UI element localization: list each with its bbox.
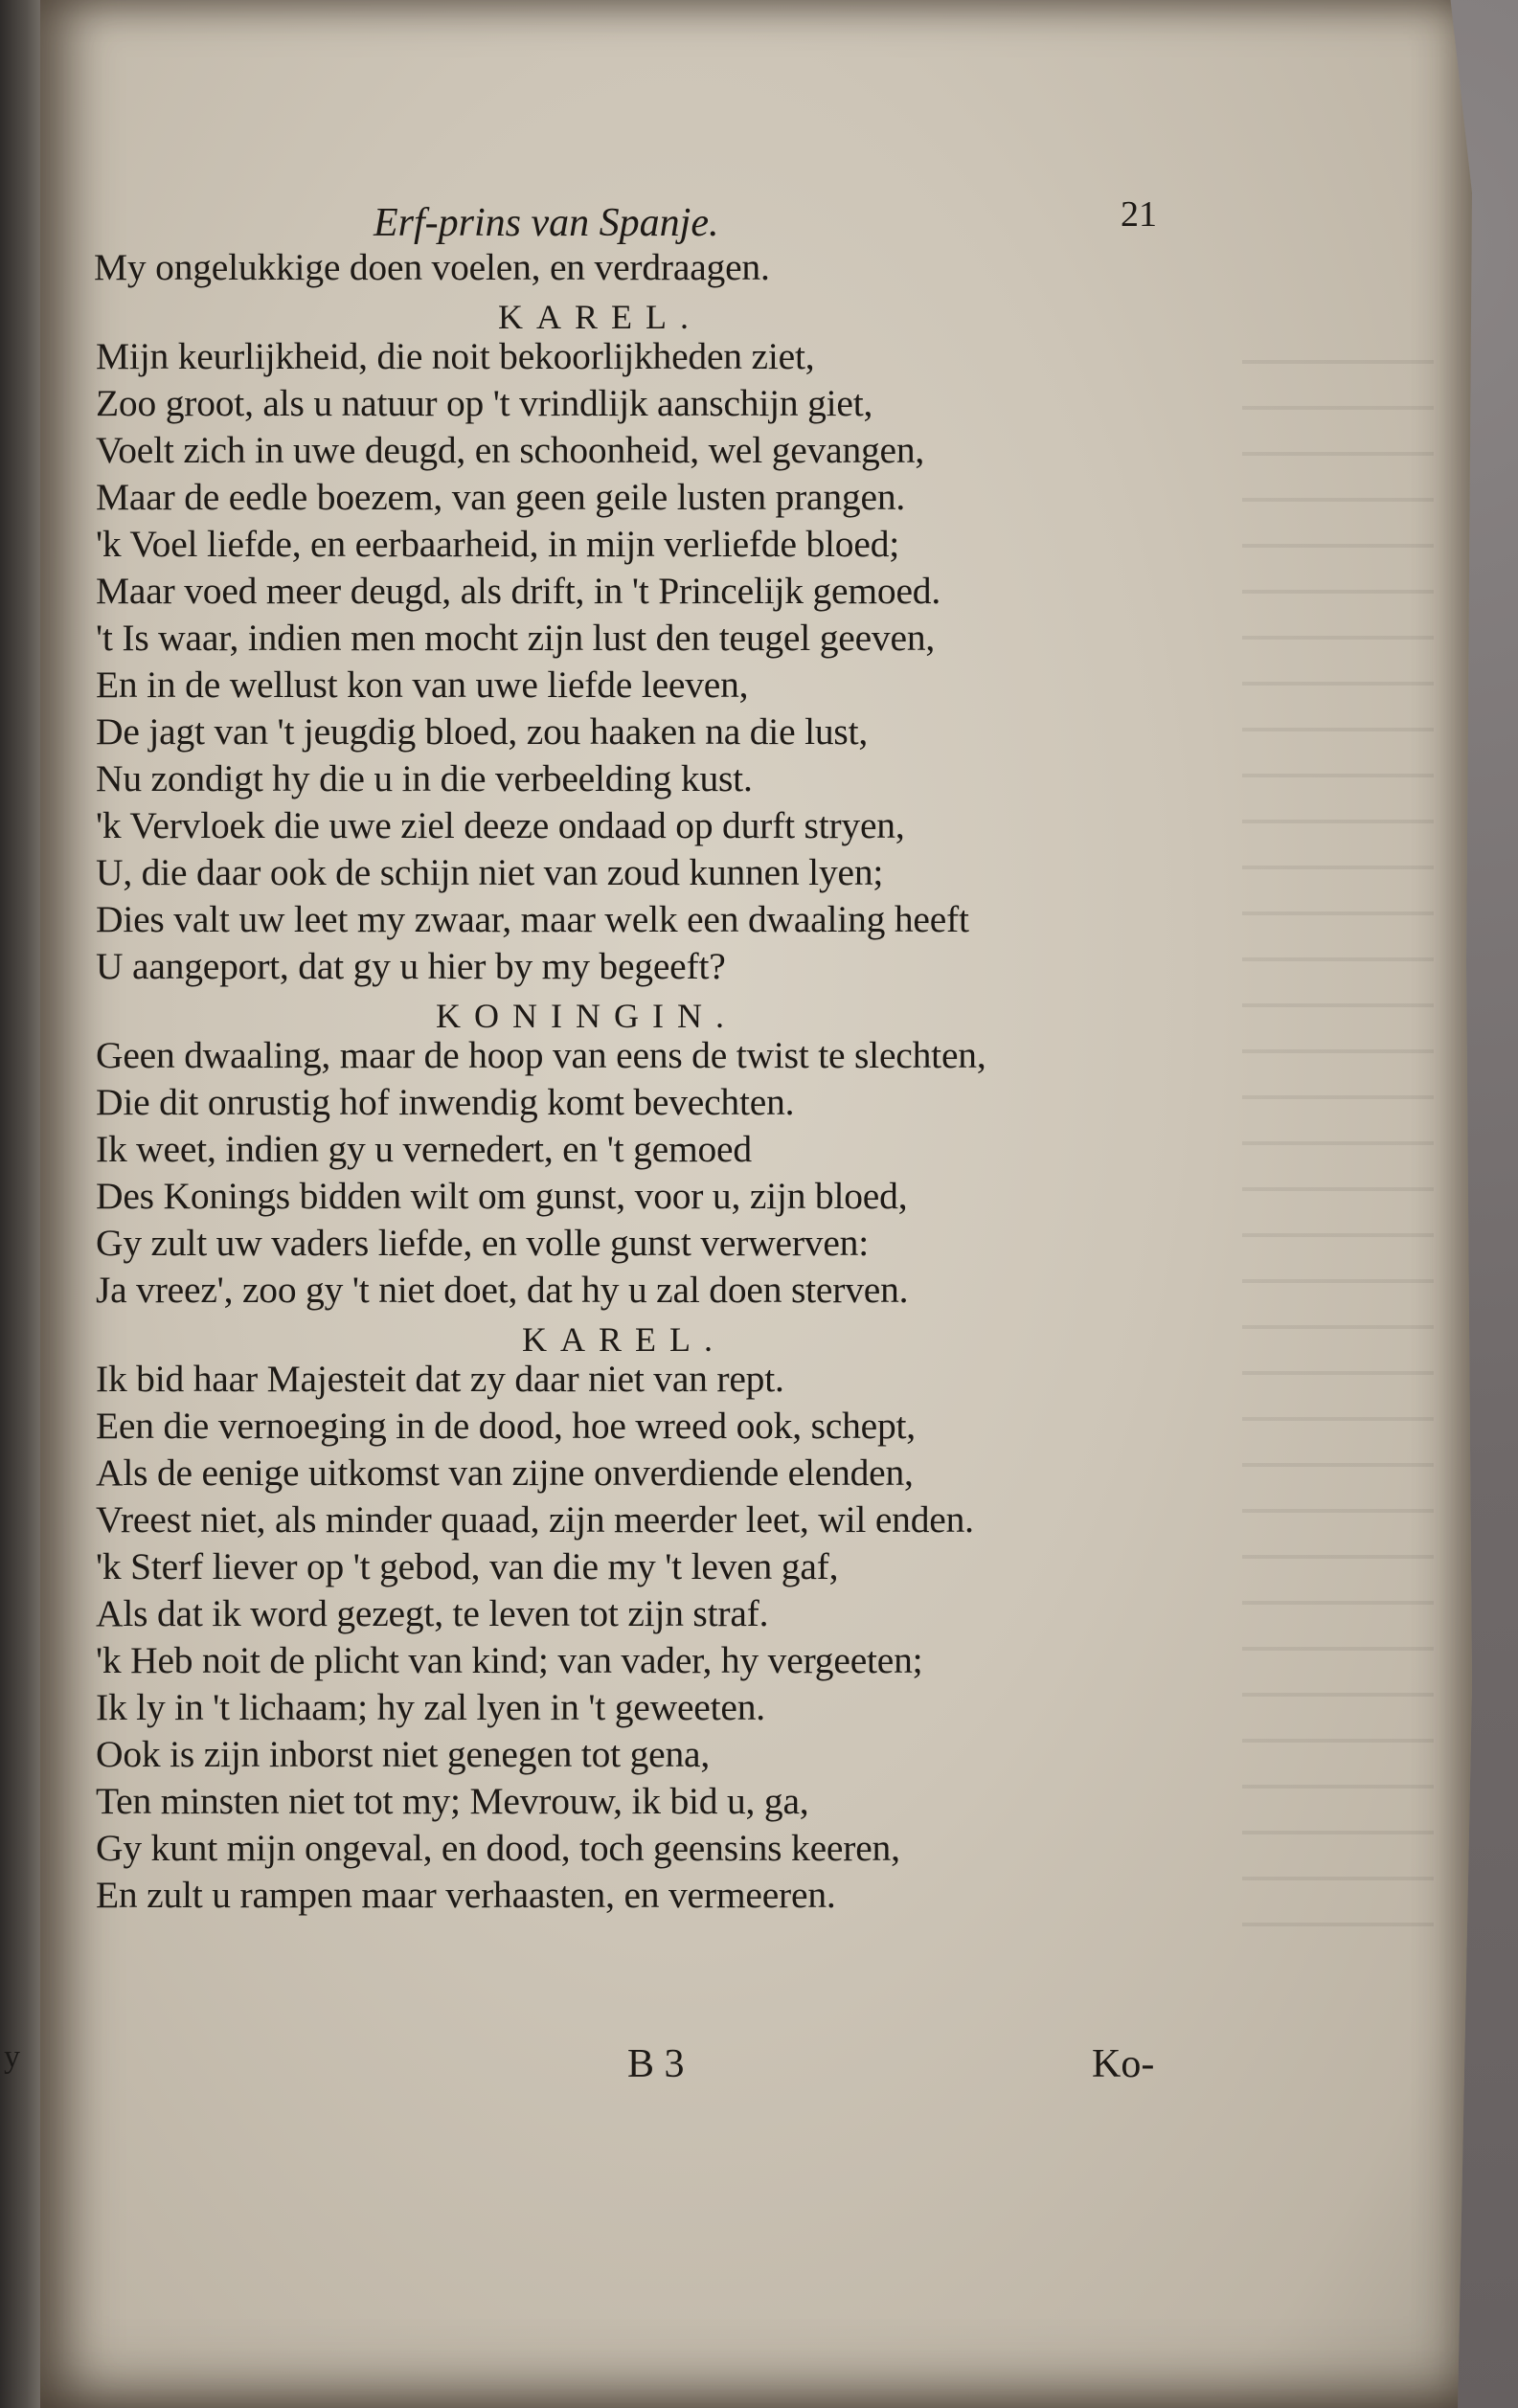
verse-line: Ja vreez', zoo gy 't niet doet, dat hy u zal doen sterven. — [96, 1269, 909, 1311]
verse-line: Ook is zijn inborst niet genegen tot gena, — [96, 1733, 711, 1775]
speaker-name: KAREL. — [522, 1320, 726, 1359]
verse-line: Ten minsten niet tot my; Mevrouw, ik bid u, ga, — [96, 1780, 809, 1822]
verse-line: My ongelukkige doen voelen, en verdraagen. — [94, 246, 770, 288]
verse-line: De jagt van 't jeugdig bloed, zou haaken na die lust, — [96, 710, 869, 753]
verse-line: Geen dwaaling, maar de hoop van eens de twist te slechten, — [96, 1034, 986, 1076]
verse-line: 'k Voel liefde, en eerbaarheid, in mijn verliefde bloed; — [96, 523, 900, 565]
catchword: Ko- — [1092, 2042, 1155, 2086]
speaker-name: KAREL. — [498, 298, 702, 336]
verse-line: 'k Vervloek die uwe ziel deeze ondaad op durft stryen, — [96, 804, 905, 846]
verse-line: Ik weet, indien gy u vernedert, en 't gemoed — [96, 1128, 752, 1170]
verse-line: Ik ly in 't lichaam; hy zal lyen in 't geweeten. — [96, 1686, 765, 1728]
verse-line: Voelt zich in uwe deugd, en schoonheid, wel gevangen, — [96, 429, 925, 471]
verse-line: Gy zult uw vaders liefde, en volle gunst verwerven: — [96, 1222, 869, 1264]
verse-line: U aangeport, dat gy u hier by my begeeft? — [96, 945, 726, 987]
signature-mark: B 3 — [627, 2042, 685, 2086]
verse-line: Als dat ik word gezegt, te leven tot zijn straf. — [96, 1592, 769, 1634]
verse-line: U, die daar ook de schijn niet van zoud kunnen lyen; — [96, 851, 884, 893]
verse-line: Des Konings bidden wilt om gunst, voor u, zijn bloed, — [96, 1175, 908, 1217]
verse-line: Als de eenige uitkomst van zijne onverdiende elenden, — [96, 1452, 914, 1494]
speaker-name: KONINGIN. — [436, 997, 737, 1035]
verse-line: Zoo groot, als u natuur op 't vrindlijk aanschijn giet, — [96, 382, 873, 424]
facing-page-letter: y — [4, 2039, 20, 2075]
verse-line: Die dit onrustig hof inwendig komt bevechten. — [96, 1081, 795, 1123]
verse-line: 't Is waar, indien men mocht zijn lust den teugel geeven, — [96, 617, 936, 659]
verse-line: Maar de eedle boezem, van geen geile lusten prangen. — [96, 476, 906, 518]
verse-line: Ik bid haar Majesteit dat zy daar niet van rept. — [96, 1358, 784, 1400]
verse-line: Een die vernoeging in de dood, hoe wreed ook, schept, — [96, 1405, 916, 1447]
verse-line: En in de wellust kon van uwe liefde leeven, — [96, 664, 749, 706]
verse-line: 'k Sterf liever op 't gebod, van die my 't leven gaf, — [96, 1545, 839, 1587]
verse-line: Mijn keurlijkheid, die noit bekoorlijkheden ziet, — [96, 335, 815, 377]
page-number: 21 — [1121, 194, 1157, 235]
verse-line: Maar voed meer deugd, als drift, in 't Princelijk gemoed. — [96, 570, 941, 612]
verse-line: Vreest niet, als minder quaad, zijn meerder leet, wil enden. — [96, 1498, 974, 1541]
verse-line: En zult u rampen maar verhaasten, en vermeeren. — [96, 1874, 836, 1916]
verse-line: Gy kunt mijn ongeval, en dood, toch geensins keeren, — [96, 1827, 900, 1869]
verse-line: Dies valt uw leet my zwaar, maar welk een dwaaling heeft — [96, 898, 969, 940]
verse-line: Nu zondigt hy die u in die verbeelding kust. — [96, 757, 753, 799]
verse-line: 'k Heb noit de plicht van kind; van vader, hy vergeeten; — [96, 1639, 923, 1681]
running-head: Erf-prins van Spanje. — [374, 201, 719, 245]
